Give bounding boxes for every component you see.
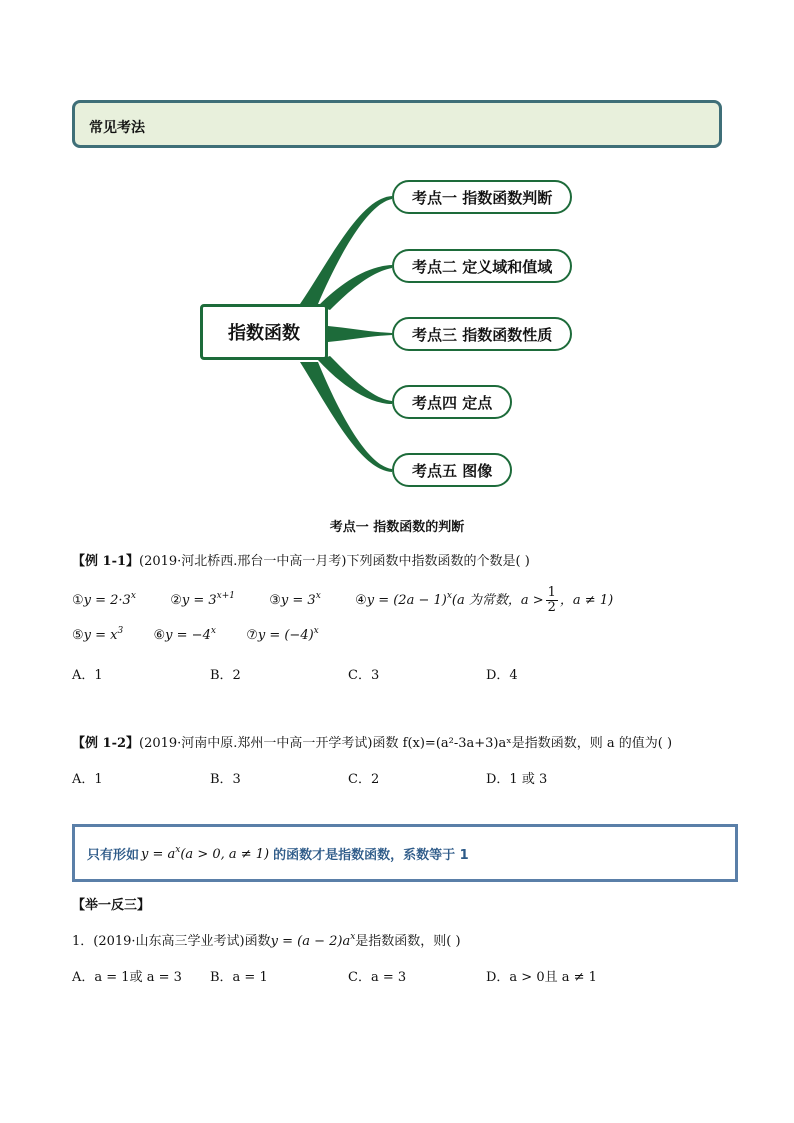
note-suffix: 的函数才是指数函数，系数等于 1 [273, 847, 469, 863]
example-1-1-option-d: D．4 [486, 668, 518, 683]
connector-3 [328, 326, 392, 342]
practice-q1-option-d: D．a > 0且 a ≠ 1 [486, 970, 597, 985]
example-1-1-option-c: C．3 [348, 668, 380, 683]
example-1-1-option-a: A．1 [72, 668, 103, 683]
item-2: ②y = $3^{x+1}$ [170, 591, 235, 608]
practice-q1-stem: 1．(2019·山东高三学业考试)函数$y = (a - 2)a^x$是指数函数，则( ) [72, 932, 461, 949]
example-1-1-items-row-1 [72, 586, 613, 615]
item-7: ⑦y = $(-4)^x$ [246, 626, 319, 643]
item-4: ④y = $(2a - 1)^x(a$ 为常数，a > $\frac{1}{2}$ ，a ≠ 1) [355, 585, 614, 615]
example-1-2-option-c: C．2 [348, 772, 380, 787]
example-1-2-option-d: D．1 或 3 [486, 772, 548, 787]
practice-q1-option-c: C．a = 3 [348, 970, 407, 985]
note-box [72, 824, 738, 882]
example-1-1-items-row-2 [72, 626, 319, 643]
example-1-1-tag: 【例 1-1】 [72, 554, 140, 569]
item-5: ⑤y = $x^3$ [72, 626, 124, 643]
example-1-2-text: (2019·河南中原.郑州一中高一开学考试)函数 f(x)=(a²-3a+3)aˣ是指数函数，则 a 的值为( ) [139, 736, 673, 751]
example-1-1-option-b: B．2 [210, 668, 241, 683]
practice-heading: 【举一反三】 [72, 898, 151, 913]
note-formula: $y = a^x(a > 0$, a ≠ 1) [141, 844, 270, 862]
item-1: ①y = $2\cdot 3^x$ [72, 591, 136, 608]
mindmap-branch-5: 考点五 图像 [392, 453, 512, 487]
mindmap-center-node: 指数函数 [200, 304, 328, 360]
example-1-2-option-b: B．3 [210, 772, 241, 787]
fraction-one-half: $\frac{1}{2}$ [547, 585, 556, 615]
example-1-1-stem [72, 550, 530, 569]
header-box [72, 100, 722, 148]
example-1-2-option-a: A．1 [72, 772, 103, 787]
section-title: 考点一 指数函数的判断 [329, 520, 465, 535]
example-1-2-tag: 【例 1-2】 [72, 736, 140, 751]
item-3: ③y = $3^x$ [269, 591, 321, 608]
mindmap-branch-4: 考点四 定点 [392, 385, 512, 419]
mindmap-branch-3: 考点三 指数函数性质 [392, 317, 572, 351]
note-prefix: 只有形如 [87, 847, 140, 863]
example-1-1-text: (2019·河北桥西.邢台一中高一月考)下列函数中指数函数的个数是( ) [139, 554, 530, 569]
mindmap-branch-1: 考点一 指数函数判断 [392, 180, 572, 214]
practice-q1-option-b: B．a = 1 [210, 970, 268, 985]
example-1-2-stem [72, 732, 672, 751]
mindmap-branch-2: 考点二 定义域和值域 [392, 249, 572, 283]
item-6: ⑥y = $-4^x$ [153, 626, 216, 643]
header-title: 常见考法 [89, 120, 145, 136]
practice-q1-option-a: A．a = 1或 a = 3 [72, 970, 182, 985]
